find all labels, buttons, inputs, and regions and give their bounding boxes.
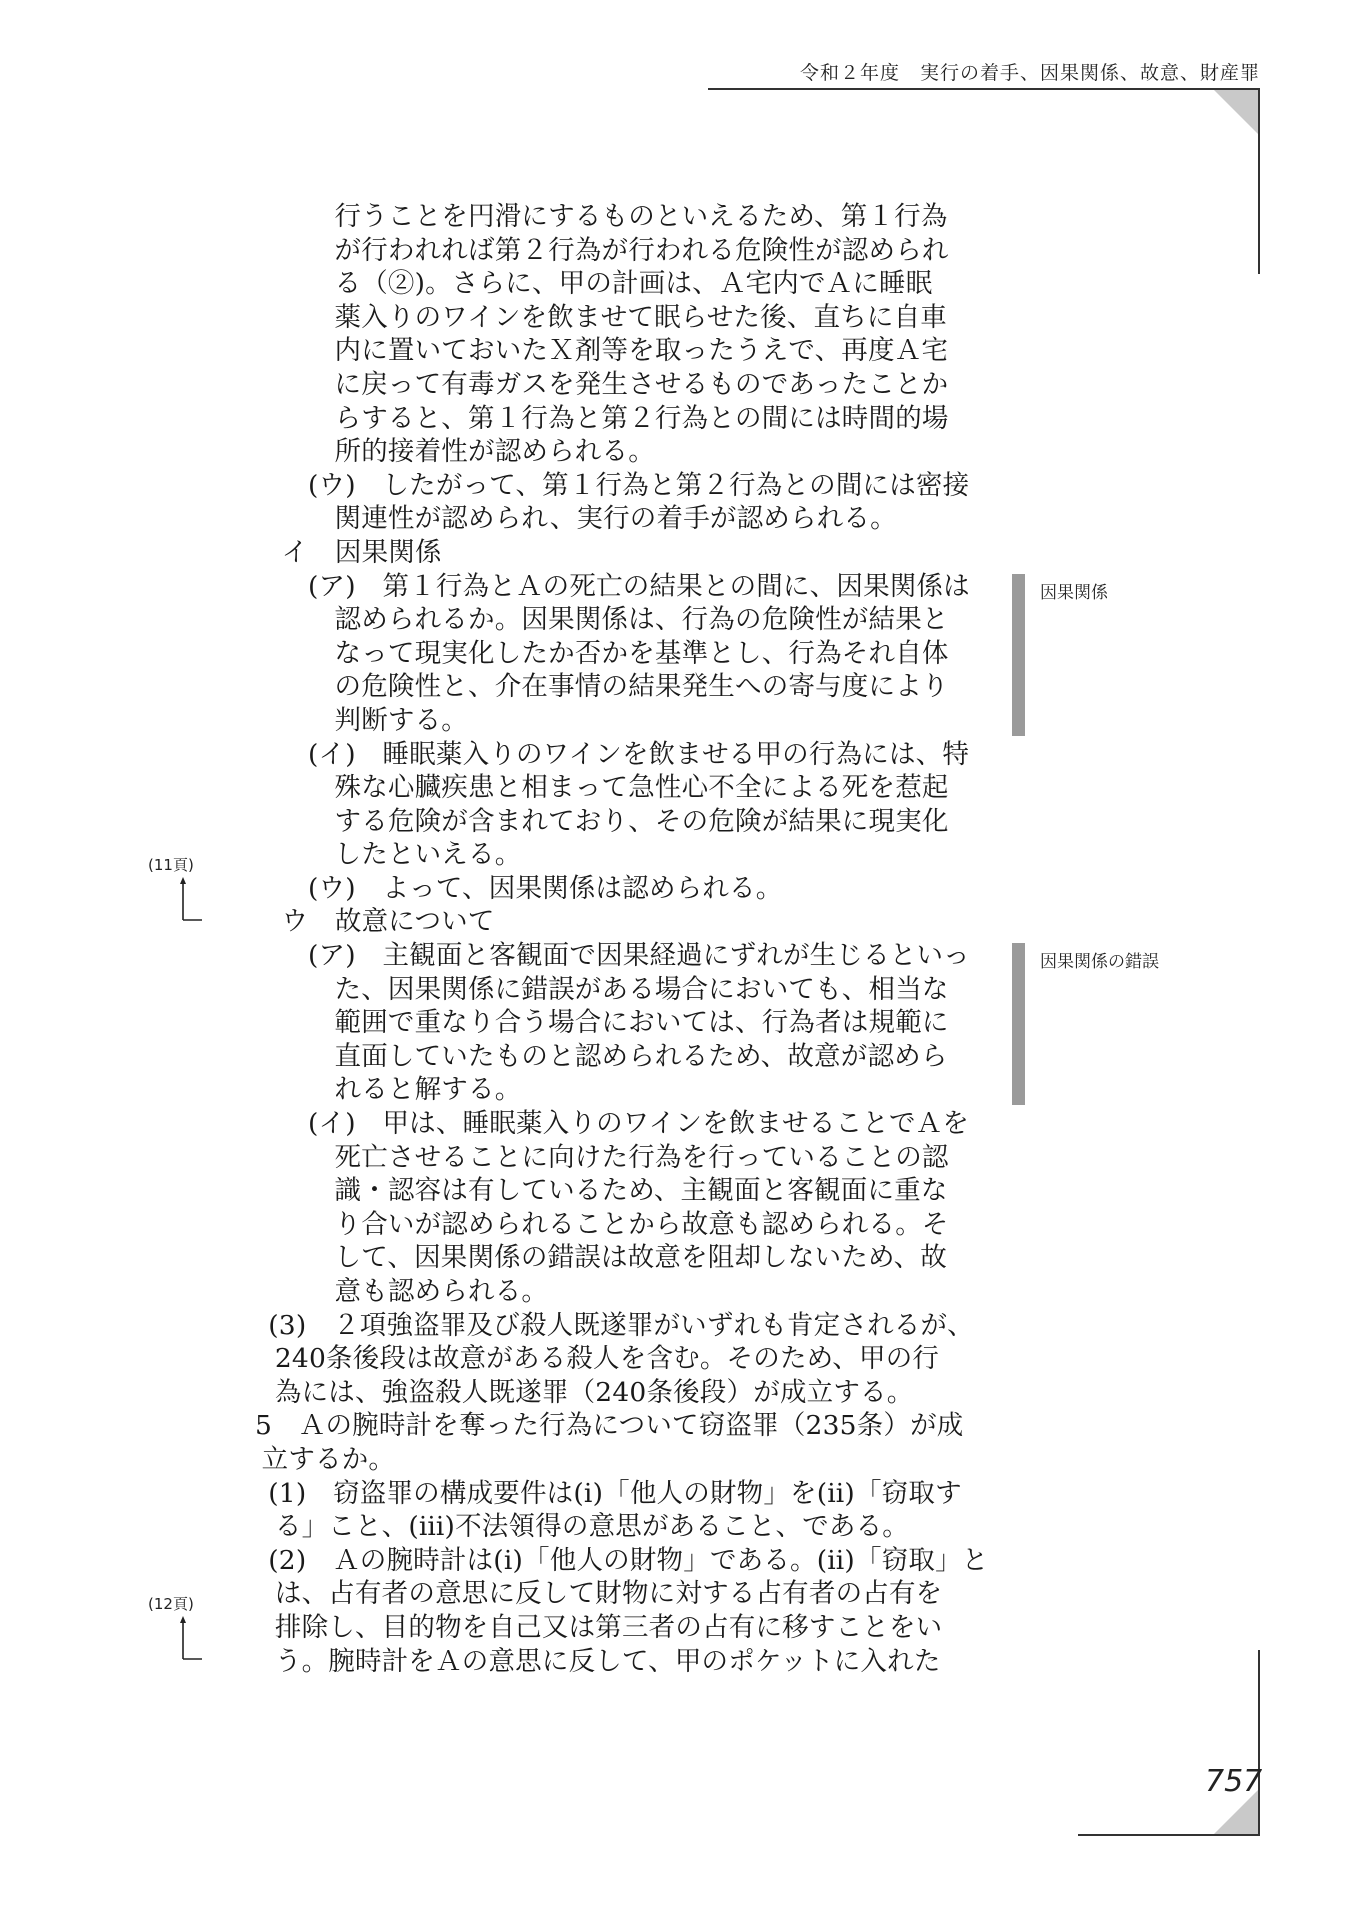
text-line: の危険性と、介在事情の結果発生への寄与度により bbox=[334, 671, 949, 703]
text-line: 5 Ａの腕時計を奪った行為について窃盗罪（235条）が成 bbox=[255, 1410, 964, 1442]
text-line: 薬入りのワインを飲ませて眠らせた後、直ちに自車 bbox=[334, 301, 948, 333]
text-line: (ア) 主観面と客観面で因果経過にずれが生じるといっ bbox=[308, 940, 970, 972]
header-underline bbox=[708, 88, 1260, 90]
text-line: 範囲で重なり合う場合においては、行為者は規範に bbox=[334, 1007, 949, 1039]
text-line: (ウ) したがって、第１行為と第２行為との間には密接 bbox=[308, 469, 970, 501]
text-line: イ 因果関係 bbox=[281, 536, 442, 568]
text-line: 所的接着性が認められる。 bbox=[334, 436, 655, 468]
text-line: 死亡させることに向けた行為を行っていることの認 bbox=[334, 1141, 949, 1173]
footer-line bbox=[1078, 1834, 1260, 1836]
text-line: 内に置いておいたＸ剤等を取ったうえで、再度Ａ宅 bbox=[334, 335, 949, 367]
page-ref-label: (12頁) bbox=[148, 1595, 194, 1614]
text-line: る」こと、(ⅲ)不法領得の意思があること、である。 bbox=[274, 1511, 909, 1543]
text-line: 識・認容は有しているため、主観面と客観面に重な bbox=[334, 1175, 948, 1207]
running-header: 令和２年度 実行の着手、因果関係、故意、財産罪 bbox=[799, 62, 1260, 84]
text-line: したといえる。 bbox=[334, 839, 522, 871]
text-line: 為には、強盗殺人既遂罪（240条後段）が成立する。 bbox=[274, 1376, 914, 1408]
text-line: は、占有者の意思に反して財物に対する占有者の占有を bbox=[274, 1578, 943, 1610]
text-line: 殊な心臓疾患と相まって急性心不全による死を惹起 bbox=[334, 772, 949, 804]
text-line: (1) 窃盗罪の構成要件は(ⅰ)「他人の財物」を(ⅱ)「窃取す bbox=[268, 1477, 962, 1509]
text-line: して、因果関係の錯誤は故意を阻却しないため、故 bbox=[334, 1242, 948, 1274]
bottom-right-frame-line bbox=[1258, 1650, 1260, 1836]
text-line: 直面していたものと認められるため、故意が認めら bbox=[334, 1040, 948, 1072]
margin-note-label: 因果関係の錯誤 bbox=[1040, 952, 1159, 973]
text-line: う。腕時計をＡの意思に反して、甲のポケットに入れた bbox=[274, 1645, 941, 1677]
body-text bbox=[255, 200, 1015, 1678]
text-line: ウ 故意について bbox=[281, 906, 495, 938]
text-line: が行われれば第２行為が行われる危険性が認められ bbox=[334, 234, 949, 266]
text-line: 関連性が認められ、実行の着手が認められる。 bbox=[334, 503, 897, 535]
text-line: に戻って有毒ガスを発生させるものであったことか bbox=[334, 368, 949, 400]
top-right-frame-line bbox=[1258, 88, 1260, 274]
text-line: る（②)。さらに、甲の計画は、Ａ宅内でＡに睡眠 bbox=[334, 268, 933, 300]
text-line: 立するか。 bbox=[261, 1443, 396, 1475]
text-line: り合いが認められることから故意も認められる。そ bbox=[334, 1208, 949, 1240]
text-line: (2) Ａの腕時計は(ⅰ)「他人の財物」である。(ⅱ)「窃取」と bbox=[268, 1544, 989, 1576]
page-ref-label: (11頁) bbox=[148, 856, 194, 874]
text-line: (ア) 第１行為とＡの死亡の結果との間に、因果関係は bbox=[308, 570, 970, 602]
margin-note-label: 因果関係 bbox=[1040, 582, 1108, 603]
margin-note-bar bbox=[1012, 574, 1025, 736]
text-line: らすると、第１行為と第２行為との間には時間的場 bbox=[334, 402, 949, 434]
text-line: 意も認められる。 bbox=[334, 1276, 549, 1307]
text-line: 判断する。 bbox=[334, 704, 468, 736]
text-line: なって現実化したか否かを基準とし、行為それ自体 bbox=[334, 637, 949, 669]
page-ref-arrow-icon bbox=[180, 1615, 204, 1661]
text-line: 240条後段は故意がある殺人を含む。そのため、甲の行 bbox=[274, 1343, 940, 1375]
text-line: れると解する。 bbox=[334, 1074, 522, 1106]
margin-note-bar bbox=[1012, 943, 1025, 1105]
text-line: する危険が含まれており、その危険が結果に現実化 bbox=[334, 805, 949, 837]
top-corner-decoration bbox=[1214, 90, 1258, 134]
page-ref-arrow-icon bbox=[180, 876, 204, 922]
text-line: (3) ２項強盗罪及び殺人既遂罪がいずれも肯定されるが、 bbox=[268, 1309, 974, 1341]
text-line: 認められるか。因果関係は、行為の危険性が結果と bbox=[334, 604, 949, 636]
text-line: 行うことを円滑にするものといえるため、第１行為 bbox=[334, 201, 948, 232]
page-number: 757 bbox=[1205, 1764, 1263, 1799]
text-line: た、因果関係に錯誤がある場合においても、相当な bbox=[334, 973, 949, 1005]
text-line: (イ) 甲は、睡眠薬入りのワインを飲ませることでＡを bbox=[308, 1108, 970, 1140]
text-line: (イ) 睡眠薬入りのワインを飲ませる甲の行為には、特 bbox=[308, 738, 970, 770]
text-line: 排除し、目的物を自己又は第三者の占有に移すことをい bbox=[274, 1611, 943, 1643]
text-line: (ウ) よって、因果関係は認められる。 bbox=[308, 872, 783, 904]
